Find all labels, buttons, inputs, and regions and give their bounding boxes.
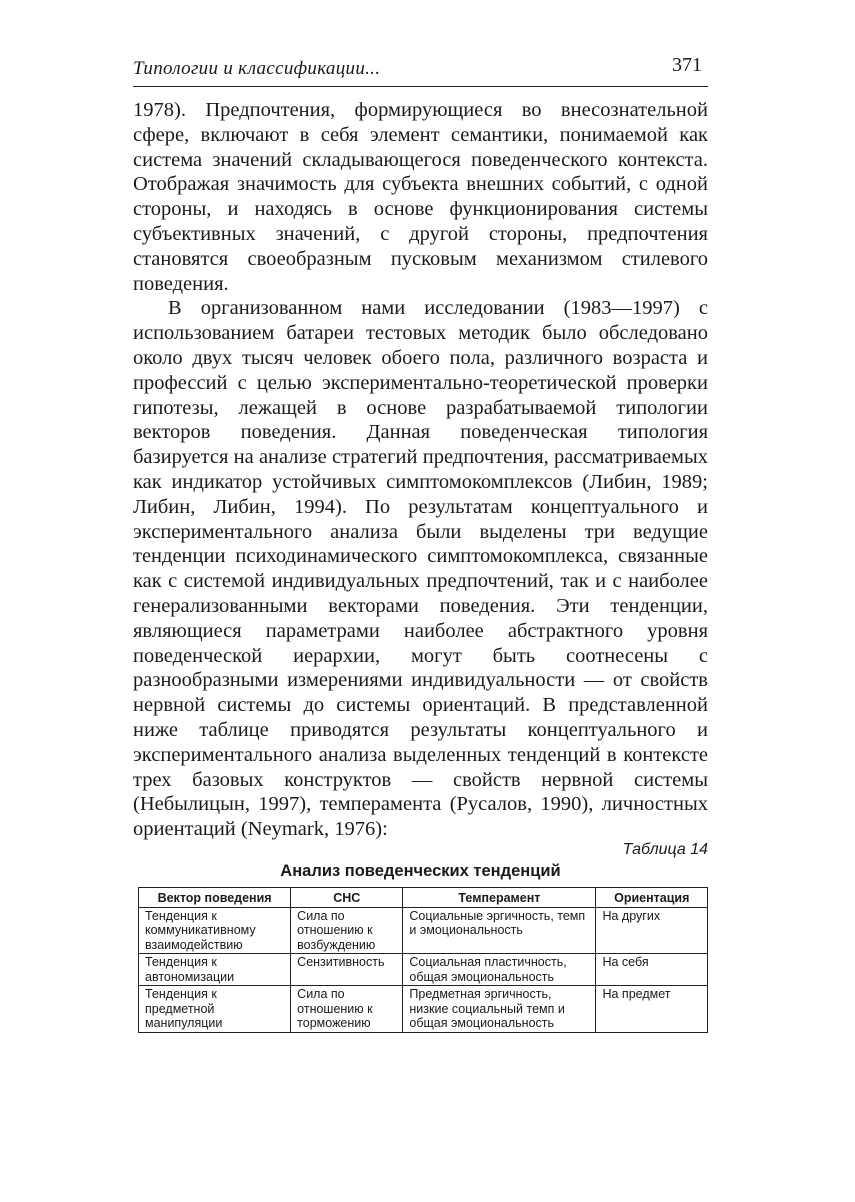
table-caption: Таблица 14: [622, 841, 708, 858]
page-number: 371: [672, 54, 702, 76]
cell-vector: Тенденция к автономизации: [139, 954, 291, 986]
table-title: Анализ поведенческих тенденций: [280, 862, 561, 880]
header-sns: СНС: [291, 888, 403, 908]
behavior-tendencies-table: [138, 887, 708, 1033]
running-title: Типологии и классификации...: [133, 58, 381, 79]
header-orientation: Ориентация: [596, 888, 708, 908]
cell-vector: Тенденция к коммуникативному взаимодействию: [139, 907, 291, 954]
header-temperament: Темперамент: [403, 888, 596, 908]
cell-sns: Сензитивность: [291, 954, 403, 986]
cell-vector: Тенденция к предметной манипуляции: [139, 986, 291, 1033]
cell-orientation: На предмет: [596, 986, 708, 1033]
paragraph-study: В организованном нами исследовании (1983—1997) с использованием батареи тестовых методик было обследовано около двух тысяч человек обоего пола, различного возраста и профессий с целью экспериментально-теоретической проверки гипотезы, лежащей в основе разрабатываемой типологии векторов поведения. Данная поведенческая типология базируется на анализе стратегий предпочтения, рассматриваемых как индикатор устойчивых симптомокомплексов (Либин, 1989; Либин, Либин, 1994). По результатам концептуального и экспериментального анализа были выделены три ведущие тенденции психодинамического симптомокомплекса, связанные как с системой индивидуальных предпочтений, так и с наиболее генерализованными векторами поведения. Эти тенденции, являющиеся параметрами наиболее абстрактного уровня поведенческой иерархии, могут быть соотнесены с разнообразными измерениями индивидуальности — от свойств нервной системы до системы ориентаций. В представленной ниже таблице приводятся результаты концептуального и экспериментального анализа выделенных тенденций в контексте трех базовых конструктов — свойств нервной системы (Небылицын, 1997), темперамента (Русалов, 1990), личностных ориентаций (Neymark, 1976):: [133, 297, 708, 841]
table-row: [139, 954, 708, 986]
cell-orientation: На себя: [596, 954, 708, 986]
table-row: [139, 907, 708, 954]
cell-sns: Сила по отношению к возбуждению: [291, 907, 403, 954]
paragraph-continued: 1978). Предпочтения, формирующиеся во внесознательной сфере, включают в себя элемент семантики, понимаемой как система значений складывающегося поведенческого контекста. Отображая значимость для субъекта внешних событий, с одной стороны, и находясь в основе функционирования системы субъективных значений, с другой стороны, предпочтения становятся своеобразным пусковым механизмом стилевого поведения.: [133, 99, 708, 295]
cell-temperament: Социальные эргичность, темп и эмоциональность: [403, 907, 596, 954]
body-text: [133, 98, 708, 842]
table-row: [139, 986, 708, 1033]
cell-orientation: На других: [596, 907, 708, 954]
cell-temperament: Предметная эргичность, низкие социальный темп и общая эмоциональность: [403, 986, 596, 1033]
table-header-row: [139, 888, 708, 908]
cell-temperament: Социальная пластичность, общая эмоциональность: [403, 954, 596, 986]
cell-sns: Сила по отношению к торможению: [291, 986, 403, 1033]
header-vector: Вектор поведения: [139, 888, 291, 908]
running-header: [133, 50, 708, 87]
